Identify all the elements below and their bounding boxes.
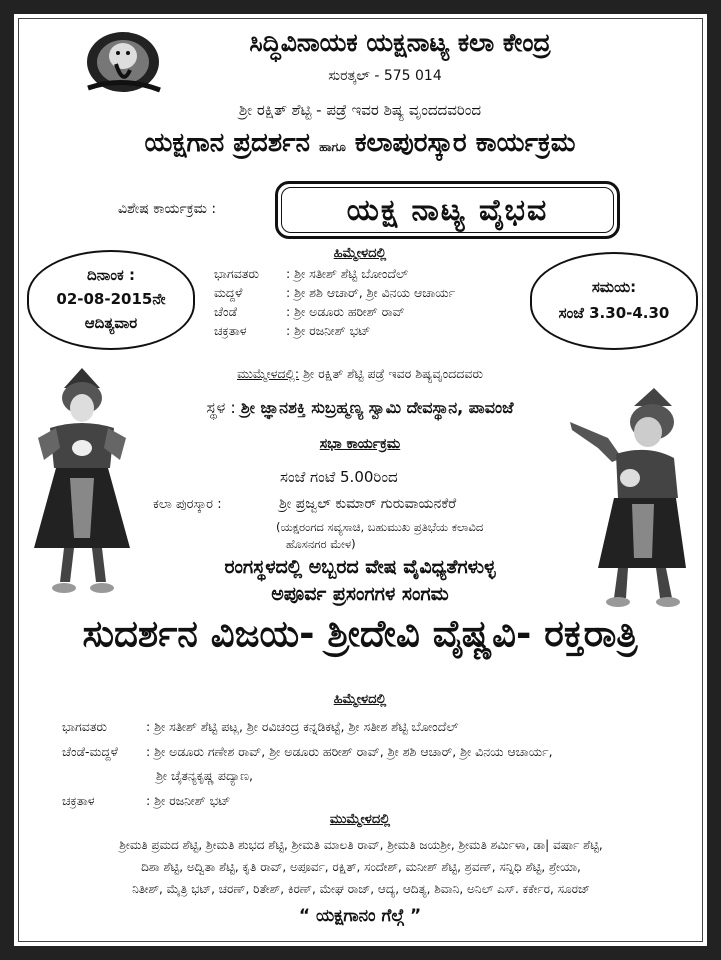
date-day: ಆದಿತ್ಯವಾರ xyxy=(84,314,138,332)
himmela-heading-2: ಹಿಮ್ಮೇಳದಲ್ಲಿ xyxy=(333,692,387,707)
himmela2-row-chende-cont: ಶ್ರೀ ಚೈತನ್ಯಕೃಷ್ಣ ಪದ್ಯಾಣ, xyxy=(156,768,253,783)
himmela-row xyxy=(214,285,544,304)
time-cloud xyxy=(530,252,698,350)
award-desc-2: ಹೊಸನಗರ ಮೇಳ) xyxy=(286,537,356,551)
venue-name: ಶ್ರೀ ಜ್ಞಾನಶಕ್ತಿ ಸುಬ್ರಹ್ಮಣ್ಯ ಸ್ವಾಮಿ ದೇವಸ್ಥಾನ, ಪಾವಂಜೆ xyxy=(240,398,514,417)
date-value: 02-08-2015ನೇ xyxy=(56,290,166,308)
names: : ಶ್ರೀ ರಜನೀಶ್ ಭಟ್ xyxy=(286,323,371,338)
award-name: ಶ್ರೀ ಪ್ರಜ್ವಲ್ ಕುಮಾರ್ ಗುರುವಾಯನಕೆರೆ xyxy=(279,496,457,512)
special-program-label: ವಿಶೇಷ ಕಾರ್ಯಕ್ರಮ : xyxy=(118,201,217,217)
role: ಚೆಂಡೆ xyxy=(214,304,238,319)
special-program-name: ಯಕ್ಷ ನಾಟ್ಯ ವೈಭವ xyxy=(346,192,549,228)
date-cloud xyxy=(27,250,195,350)
title-part2: ಕಲಾಪುರಸ್ಕಾರ ಕಾರ್ಯಕ್ರಮ xyxy=(354,128,576,158)
yakshagana-dancer-left xyxy=(30,368,134,594)
himmela2-row-chakra xyxy=(62,793,230,809)
artists-line-1: ಶ್ರೀಮತಿ ಪ್ರಮದ ಶೆಟ್ಟಿ, ಶ್ರೀಮತಿ ಶುಭದ ಶೆಟ್ಟಿ, ಶ್ರೀಮತಿ ಮಾಲತಿ ರಾವ್, ಶ್ರೀಮತಿ ಜಯಶ್ರೀ, ಶ್ರೀಮತಿ ಶರ್ಮಿಳಾ, ಡಾ| ವರ್ಷಾ ಶೆಟ್ಟಿ, xyxy=(119,838,603,852)
artists-line-2: ದಿಶಾ ಶೆಟ್ಟಿ, ಅದ್ವಿತಾ ಶೆಟ್ಟಿ, ಕೃತಿ ರಾವ್, ಅಪೂರ್ವ, ರಕ್ಷಿತ್, ಸಂದೇಶ್, ಮನೀಶ್ ಶೆಟ್ಟಿ, ಶ್ರವಣ್, ಸನ್ನಿಧಿ ಶೆಟ್ಟಿ, ಶ್ರೇಯಾ, xyxy=(141,860,581,874)
prasanga-names: ಸುದರ್ಶನ ವಿಜಯ- ಶ್ರೀದೇವಿ ವೈಷ್ಣವಿ- ರಕ್ತರಾತ್ರಿ xyxy=(82,612,638,655)
himmela-row xyxy=(214,304,544,323)
venue-label: ಸ್ಥಳ : xyxy=(206,398,236,417)
yakshagana-dancer-right xyxy=(568,388,690,608)
prasanga-line-2: ಅಪೂರ್ವ ಪ್ರಸಂಗಗಳ ಸಂಗಮ xyxy=(271,583,449,605)
mummela-text: ಶ್ರೀ ರಕ್ಷಿತ್ ಶೆಟ್ಟಿ ಪಡ್ರೆ ಇವರ ಶಿಷ್ಯವೃಂದದವರು xyxy=(303,366,483,381)
names: : ಶ್ರೀ ರಜನೀಶ್ ಭಟ್ xyxy=(146,793,231,808)
title-part1: ಯಕ್ಷಗಾನ ಪ್ರದರ್ಶನ xyxy=(144,128,310,158)
himmela-list-1 xyxy=(214,266,544,342)
special-box-inner-border xyxy=(281,187,614,233)
names: : ಶ್ರೀ ಶಶಿ ಆಚಾರ್, ಶ್ರೀ ವಿನಯ ಆಚಾರ್ಯ xyxy=(286,285,456,300)
sabha-time: ಸಂಜೆ ಗಂಟೆ 5.00ರಿಂದ xyxy=(280,468,398,486)
names: : ಶ್ರೀ ಅಡೂರು ಹರೀಶ್ ರಾವ್ xyxy=(286,304,405,319)
himmela-row xyxy=(214,266,544,285)
time-value: ಸಂಜೆ 3.30-4.30 xyxy=(558,304,670,322)
event-title xyxy=(40,128,680,159)
artists-line-3: ನಿತೀಶ್, ಮೈತ್ರಿ ಭಟ್, ಚರಣ್, ರಿತೇಶ್, ಕಿರಣ್, ಮೇಘ ರಾಜ್, ಆದ್ಯ, ಆದಿತ್ಯ, ಶಿವಾನಿ, ಅನಿಲ್ ಎಸ್. ಕರ್ಕೇರ, ಸೂರಜ್ xyxy=(132,882,590,896)
special-program-box xyxy=(275,181,620,239)
org-address: ಸುರತ್ಕಲ್ - 575 014 xyxy=(328,68,442,84)
himmela2-row-bhagavataru xyxy=(62,719,458,735)
role: ಮದ್ದಳೆ xyxy=(214,285,243,300)
role: ಚಕ್ರತಾಳ xyxy=(214,323,247,338)
himmela-row xyxy=(214,323,544,342)
names: : ಶ್ರೀ ಸತೀಶ್ ಶೆಟ್ಟಿ ಬೋಂದೆಲ್ xyxy=(286,266,409,281)
sabha-heading: ಸಭಾ ಕಾರ್ಯಕ್ರಮ xyxy=(319,436,401,452)
award-label: ಕಲಾ ಪುರಸ್ಕಾರ : xyxy=(153,497,222,512)
org-name: ಸಿದ್ಧಿವಿನಾಯಕ ಯಕ್ಷನಾಟ್ಯ ಕಲಾ ಕೇಂದ್ರ xyxy=(249,28,551,57)
mummela-heading-2: ಮುಮ್ಮೇಳದಲ್ಲಿ xyxy=(329,812,391,827)
himmela-heading-1: ಹಿಮ್ಮೇಳದಲ್ಲಿ xyxy=(333,246,387,261)
guidance-line: ಶ್ರೀ ರಕ್ಷಿತ್ ಶೆಟ್ಟಿ - ಪಡ್ರೆ ಇವರ ಶಿಷ್ಯ ವೃಂದದವರಿಂದ xyxy=(238,101,482,119)
mummela-label: ಮುಮ್ಮೇಳದಲ್ಲಿ: xyxy=(237,366,300,381)
date-label: ದಿನಾಂಕ : xyxy=(87,266,135,284)
role: ಭಾಗವತರು xyxy=(214,266,259,281)
slogan: “ ಯಕ್ಷಗಾನಂ ಗೆಲ್ಗೆ ” xyxy=(298,906,422,926)
title-and: ಹಾಗೂ xyxy=(319,140,346,154)
prasanga-line-1: ರಂಗಸ್ಥಳದಲ್ಲಿ ಅಬ್ಬರದ ವೇಷ ವೈವಿಧ್ಯತೆಗಳುಳ್ಳ xyxy=(224,556,496,578)
time-label: ಸಮಯ: xyxy=(591,278,637,296)
role: ಭಾಗವತರು xyxy=(62,719,107,734)
award-row xyxy=(153,496,456,512)
ganesha-logo xyxy=(78,26,168,98)
names: : ಶ್ರೀ ಸತೀಶ್ ಶೆಟ್ಟಿ ಪಟ್ಲ, ಶ್ರೀ ರವಿಚಂದ್ರ ಕನ್ನಡಿಕಟ್ಟೆ, ಶ್ರೀ ಸತೀಶ ಶೆಟ್ಟಿ ಬೋಂದೆಲ್ xyxy=(146,719,459,734)
venue xyxy=(140,398,580,418)
mummela-artists xyxy=(26,834,696,900)
mummela-line-1 xyxy=(180,366,540,382)
names: : ಶ್ರೀ ಅಡೂರು ಗಣೇಶ ರಾವ್, ಶ್ರೀ ಅಡೂರು ಹರೀಶ್ ರಾವ್, ಶ್ರೀ ಶಶಿ ಆಚಾರ್, ಶ್ರೀ ವಿನಯ ಆಚಾರ್ಯ, xyxy=(146,744,553,759)
award-desc-1: (ಯಕ್ಷರಂಗದ ಸವ್ಯಸಾಚಿ, ಬಹುಮುಖ ಪ್ರತಿಭೆಯ ಕಲಾವಿದ xyxy=(276,520,484,534)
role: ಚೆಂಡೆ-ಮದ್ದಳೆ xyxy=(62,744,118,759)
role: ಚಕ್ರತಾಳ xyxy=(62,793,95,808)
himmela2-row-chende xyxy=(62,744,553,760)
